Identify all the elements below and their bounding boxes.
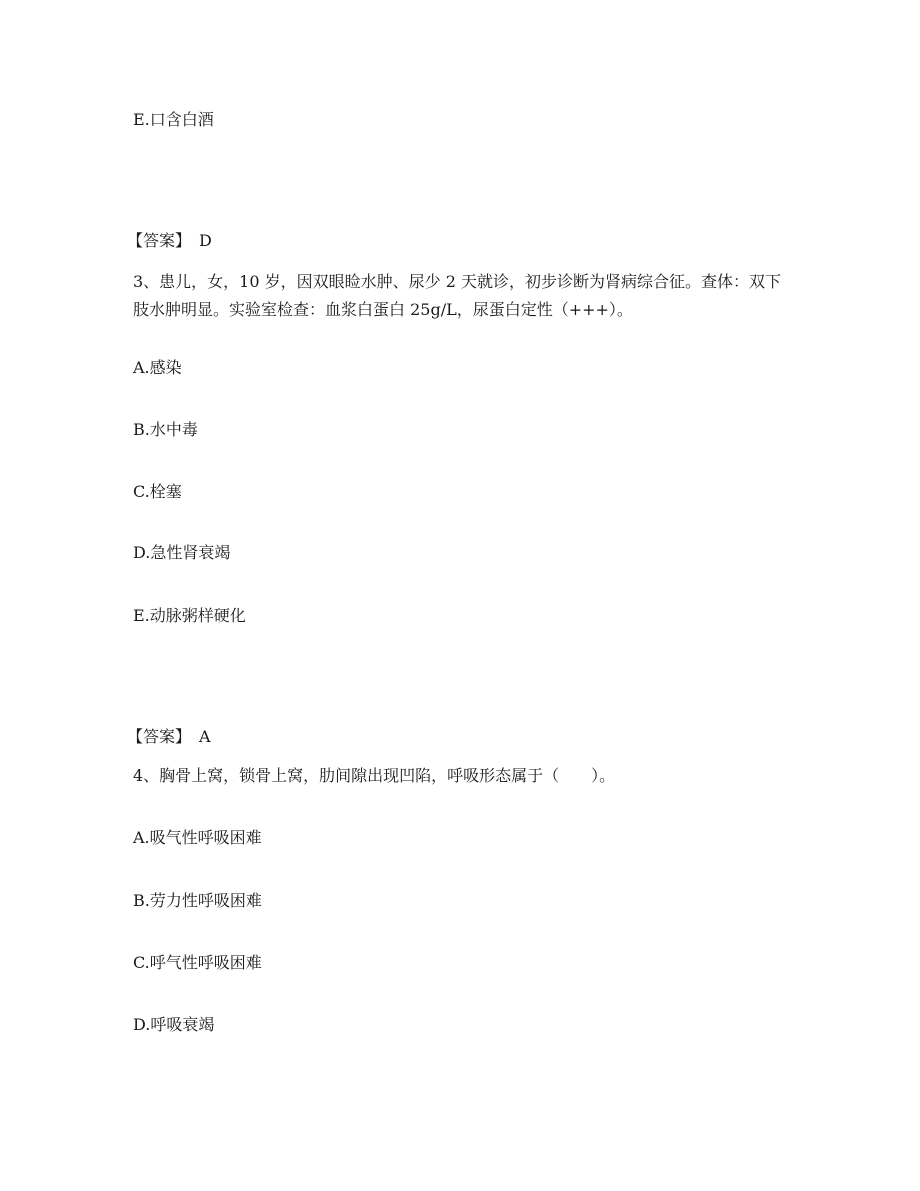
q4-option-a: A.吸气性呼吸困难 <box>133 828 262 847</box>
option-e-prev: E.口含白酒 <box>133 110 214 129</box>
q4-option-b: B.劳力性呼吸困难 <box>133 891 262 910</box>
q4-option-d: D.呼吸衰竭 <box>133 1015 215 1034</box>
q3-option-c: C.栓塞 <box>133 482 182 501</box>
question-4-stem: 4、胸骨上窝，锁骨上窝，肋间隙出现凹陷，呼吸形态属于（ ）。 <box>133 766 616 785</box>
answer-label-2: 【答案】 D <box>127 231 212 250</box>
q3-option-e: E.动脉粥样硬化 <box>133 606 246 625</box>
q3-option-b: B.水中毒 <box>133 420 198 439</box>
q3-option-d: D.急性肾衰竭 <box>133 543 231 562</box>
question-3-stem: 3、患儿，女，10 岁，因双眼睑水肿、尿少 2 天就诊，初步诊断为肾病综合征。查体：双下肢水肿明显。实验室检查：血浆白蛋白 25g/L，尿蛋白定性（+++）。 <box>133 272 781 319</box>
q4-option-c: C.呼气性呼吸困难 <box>133 953 262 972</box>
answer-label-3: 【答案】 A <box>127 727 211 746</box>
q3-option-a: A.感染 <box>133 358 182 377</box>
